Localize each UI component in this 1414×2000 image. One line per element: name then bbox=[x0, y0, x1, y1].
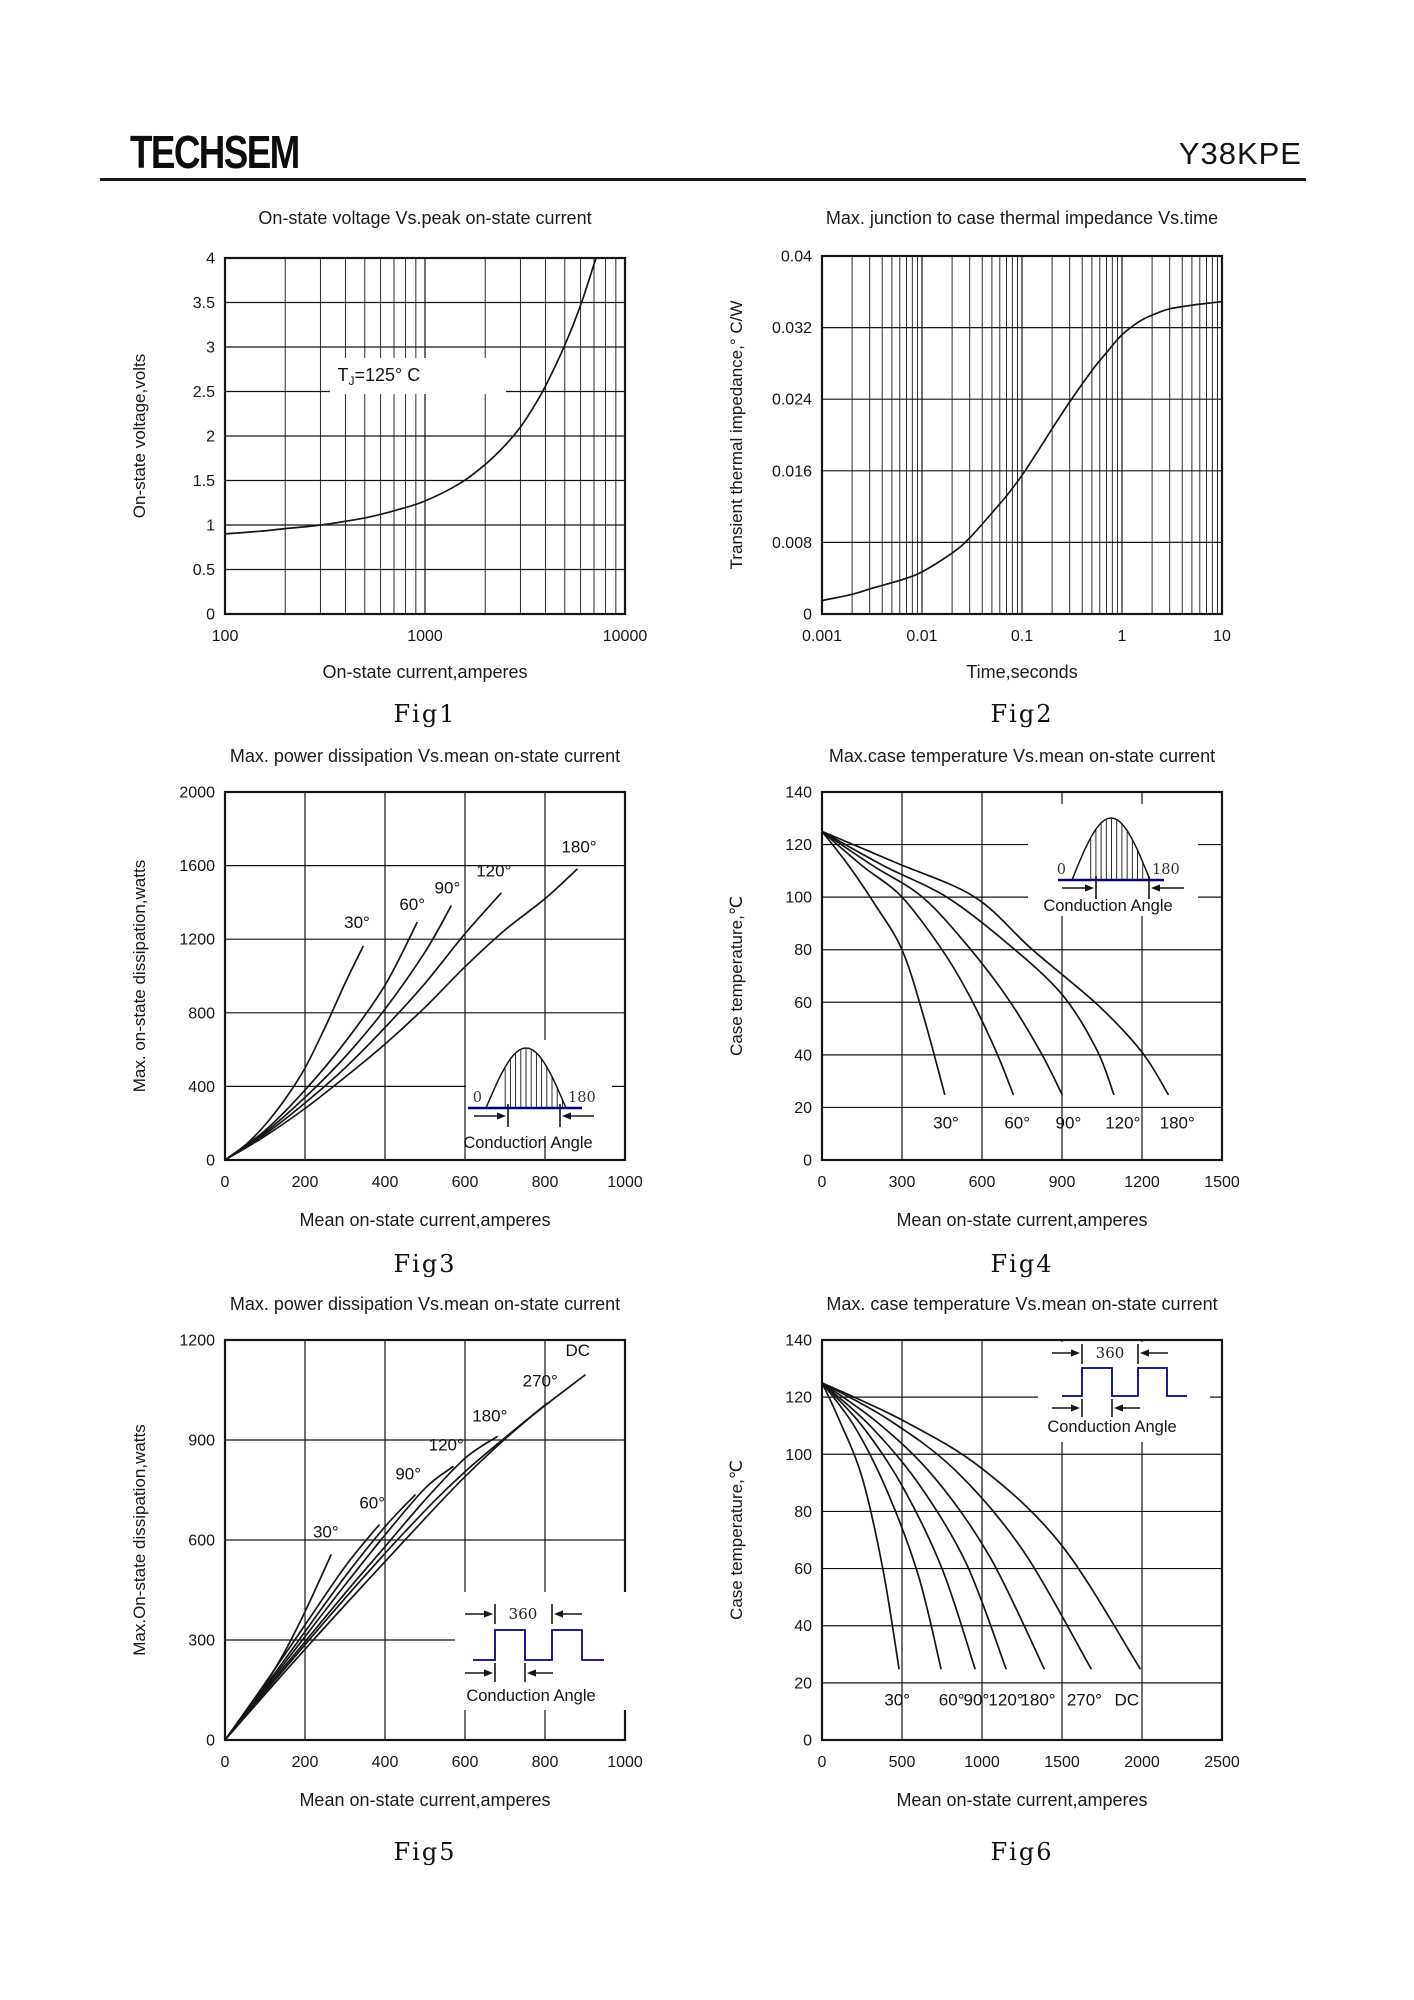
fig5-y-tick: 300 bbox=[188, 1632, 215, 1650]
fig4-x-tick: 900 bbox=[1048, 1174, 1076, 1191]
fig3-label-30deg: 30° bbox=[344, 912, 370, 932]
fig3-xlabel: Mean on-state current,amperes bbox=[299, 1210, 551, 1230]
fig4-caption: Fig4 bbox=[990, 1250, 1054, 1278]
fig3-curve-120deg bbox=[225, 893, 501, 1160]
fig4-label-90deg: 90° bbox=[1055, 1113, 1082, 1133]
inset-angle-start-label: 0 bbox=[1056, 862, 1066, 878]
fig2-y-tick: 0 bbox=[803, 606, 812, 624]
inset-angle-end-label: 180 bbox=[1152, 862, 1180, 878]
fig1-x-tick: 100 bbox=[211, 628, 239, 645]
brand-logo: TECHSEM bbox=[130, 126, 299, 178]
fig4-label-60deg: 60° bbox=[1004, 1113, 1031, 1133]
fig4-x-tick: 1200 bbox=[1124, 1174, 1160, 1191]
fig2-x-tick: 1 bbox=[1117, 628, 1127, 645]
fig3-x-tick: 800 bbox=[531, 1174, 559, 1191]
fig6-y-tick: 40 bbox=[794, 1618, 812, 1636]
fig4-y-tick: 100 bbox=[785, 889, 812, 907]
fig3-x-tick: 200 bbox=[291, 1174, 319, 1191]
fig3-x-tick: 0 bbox=[220, 1174, 230, 1191]
fig4-title: Max.case temperature Vs.mean on-state current bbox=[828, 746, 1216, 766]
fig6-x-tick: 2500 bbox=[1204, 1754, 1240, 1771]
fig3-y-tick: 800 bbox=[188, 1005, 215, 1023]
fig5-label-dc: DC bbox=[565, 1341, 591, 1360]
fig3-y-tick: 2000 bbox=[179, 784, 215, 802]
fig4-x-tick: 0 bbox=[817, 1174, 827, 1191]
inset-angle-end-label: 180 bbox=[568, 1090, 596, 1106]
fig6-y-tick: 80 bbox=[794, 1503, 812, 1521]
fig1-caption: Fig1 bbox=[393, 700, 457, 728]
fig1-chart bbox=[130, 251, 647, 646]
fig5-caption: Fig5 bbox=[393, 1838, 457, 1866]
fig6-y-tick: 100 bbox=[785, 1446, 812, 1464]
fig5-label-180deg: 180° bbox=[472, 1406, 508, 1426]
fig5-y-tick: 900 bbox=[188, 1432, 215, 1450]
fig4-label-180deg: 180° bbox=[1159, 1113, 1195, 1133]
fig6-label-120deg: 120° bbox=[988, 1690, 1024, 1710]
fig6-label-90deg: 90° bbox=[963, 1690, 990, 1710]
fig3-x-tick: 600 bbox=[451, 1174, 479, 1191]
inset-caption: Conduction Angle bbox=[466, 1687, 596, 1705]
fig1-xlabel: On-state current,amperes bbox=[322, 662, 528, 682]
fig3-y-tick: 1200 bbox=[179, 931, 215, 949]
fig6-y-tick: 60 bbox=[794, 1561, 812, 1579]
fig3-curve-90deg bbox=[225, 906, 451, 1160]
fig2-chart bbox=[727, 249, 1231, 646]
fig5-chart bbox=[130, 1333, 643, 1772]
fig5-label-30deg: 30° bbox=[312, 1522, 339, 1542]
fig6-x-tick: 0 bbox=[817, 1754, 827, 1771]
fig4-y-tick: 80 bbox=[794, 942, 812, 960]
fig2-caption: Fig2 bbox=[990, 700, 1054, 728]
fig3-x-tick: 1000 bbox=[607, 1174, 643, 1191]
fig6-label-180deg: 180° bbox=[1020, 1690, 1056, 1710]
fig2-y-tick: 0.008 bbox=[771, 534, 812, 552]
fig3-ylabel: Max. on-state dissipation,watts bbox=[130, 859, 149, 1093]
fig1-y-tick: 3 bbox=[206, 339, 215, 357]
fig3-label-120deg: 120° bbox=[476, 861, 512, 881]
fig6-chart bbox=[727, 1333, 1240, 1772]
fig6-caption: Fig6 bbox=[990, 1838, 1054, 1866]
fig5-label-90deg: 90° bbox=[395, 1464, 422, 1484]
fig2-x-tick: 10 bbox=[1213, 628, 1231, 645]
fig5-x-tick: 200 bbox=[291, 1754, 319, 1771]
fig1-y-tick: 2.5 bbox=[192, 384, 215, 401]
fig6-x-tick: 1500 bbox=[1044, 1754, 1080, 1771]
fig6-y-tick: 140 bbox=[785, 1332, 812, 1350]
fig4-y-tick: 20 bbox=[794, 1099, 812, 1117]
fig2-y-tick: 0.016 bbox=[771, 463, 812, 481]
inset-angle-start-label: 0 bbox=[472, 1090, 482, 1106]
fig1-y-tick: 0 bbox=[206, 606, 215, 624]
fig3-chart bbox=[130, 785, 643, 1192]
fig4-x-tick: 1500 bbox=[1204, 1174, 1240, 1191]
inset-mask bbox=[466, 1040, 612, 1136]
fig3-y-tick: 400 bbox=[188, 1078, 215, 1096]
inset-caption: Conduction Angle bbox=[1047, 1418, 1177, 1436]
fig2-x-tick: 0.01 bbox=[906, 628, 938, 645]
part-number: Y38KPE bbox=[1178, 136, 1302, 171]
fig3-label-90deg: 90° bbox=[434, 878, 461, 898]
fig3-caption: Fig3 bbox=[393, 1250, 457, 1278]
fig2-y-tick: 0.04 bbox=[780, 248, 812, 266]
fig3-y-tick: 0 bbox=[206, 1152, 215, 1170]
fig6-x-tick: 2000 bbox=[1124, 1754, 1160, 1771]
fig4-y-tick: 0 bbox=[803, 1152, 812, 1170]
fig2-y-tick: 0.024 bbox=[771, 391, 812, 409]
fig6-label-60deg: 60° bbox=[938, 1690, 965, 1710]
fig5-label-60deg: 60° bbox=[359, 1493, 386, 1513]
fig1-y-tick: 4 bbox=[206, 250, 215, 268]
fig4-y-tick: 60 bbox=[794, 994, 812, 1012]
fig4-label-30deg: 30° bbox=[933, 1113, 959, 1133]
fig5-x-tick: 600 bbox=[451, 1754, 479, 1771]
fig6-label-dc: DC bbox=[1114, 1690, 1140, 1710]
fig6-y-tick: 20 bbox=[794, 1675, 812, 1693]
fig6-label-30deg: 30° bbox=[884, 1690, 911, 1710]
fig5-xlabel: Mean on-state current,amperes bbox=[299, 1790, 551, 1810]
fig1-y-tick: 1 bbox=[206, 517, 215, 535]
fig5-curve-60deg bbox=[225, 1525, 379, 1740]
fig5-x-tick: 0 bbox=[220, 1754, 230, 1771]
fig2-x-tick: 0.001 bbox=[801, 628, 843, 645]
fig1-x-tick: 10000 bbox=[602, 628, 648, 645]
fig5-ylabel: Max.On-state dissipation,watts bbox=[130, 1424, 149, 1656]
fig4-xlabel: Mean on-state current,amperes bbox=[896, 1210, 1148, 1230]
fig4-x-tick: 300 bbox=[888, 1174, 916, 1191]
fig3-y-tick: 1600 bbox=[179, 858, 215, 876]
fig5-y-tick: 1200 bbox=[179, 1332, 215, 1350]
fig2-y-tick: 0.032 bbox=[771, 320, 812, 338]
fig5-title: Max. power dissipation Vs.mean on-state current bbox=[229, 1294, 621, 1314]
fig3-x-tick: 400 bbox=[371, 1174, 399, 1191]
fig6-ylabel: Case temperature,℃ bbox=[727, 1460, 746, 1620]
inset-period-label: 360 bbox=[1095, 1344, 1125, 1362]
fig5-curve-30deg bbox=[225, 1555, 331, 1740]
fig5-y-tick: 0 bbox=[206, 1732, 215, 1750]
fig2-title: Max. junction to case thermal impedance Vs.time bbox=[825, 208, 1219, 228]
fig6-x-tick: 1000 bbox=[964, 1754, 1000, 1771]
fig1-y-tick: 0.5 bbox=[192, 562, 215, 579]
inset-caption: Conduction Angle bbox=[463, 1134, 593, 1152]
fig6-x-tick: 500 bbox=[888, 1754, 916, 1771]
fig6-y-tick: 0 bbox=[803, 1732, 812, 1750]
fig5-x-tick: 800 bbox=[531, 1754, 559, 1771]
fig1-y-tick: 3.5 bbox=[192, 295, 215, 312]
fig6-xlabel: Mean on-state current,amperes bbox=[896, 1790, 1148, 1810]
fig1-y-tick: 2 bbox=[206, 428, 215, 446]
fig5-label-120deg: 120° bbox=[428, 1435, 464, 1455]
fig3-label-180deg: 180° bbox=[561, 837, 597, 857]
fig4-y-tick: 120 bbox=[785, 837, 812, 855]
fig3-curve-30deg bbox=[225, 947, 363, 1160]
fig5-x-tick: 1000 bbox=[607, 1754, 643, 1771]
fig1-annotation: $T_J=125^\circ$ C bbox=[337, 364, 421, 388]
inset-period-label: 360 bbox=[508, 1605, 538, 1623]
fig4-y-tick: 140 bbox=[785, 784, 812, 802]
fig5-label-270deg: 270° bbox=[522, 1371, 558, 1391]
fig3-label-60deg: 60° bbox=[399, 894, 426, 914]
fig2-x-tick: 0.1 bbox=[1010, 628, 1034, 645]
fig1-title: On-state voltage Vs.peak on-state current bbox=[258, 208, 592, 228]
fig4-x-tick: 600 bbox=[968, 1174, 996, 1191]
fig3-title: Max. power dissipation Vs.mean on-state current bbox=[229, 746, 621, 766]
fig2-ylabel: Transient thermal impedance,° C/W bbox=[727, 300, 746, 570]
fig1-ylabel: On-state voltage,volts bbox=[130, 353, 149, 519]
fig1-y-tick: 1.5 bbox=[192, 473, 215, 490]
fig5-y-tick: 600 bbox=[188, 1532, 215, 1550]
fig6-title: Max. case temperature Vs.mean on-state current bbox=[826, 1294, 1218, 1314]
fig4-ylabel: Case temperature,℃ bbox=[727, 896, 746, 1056]
fig1-x-tick: 1000 bbox=[407, 628, 443, 645]
fig6-label-270deg: 270° bbox=[1066, 1690, 1102, 1710]
fig4-chart bbox=[727, 785, 1240, 1192]
inset-caption: Conduction Angle bbox=[1043, 897, 1173, 915]
fig2-xlabel: Time,seconds bbox=[966, 662, 1078, 682]
fig5-x-tick: 400 bbox=[371, 1754, 399, 1771]
fig6-y-tick: 120 bbox=[785, 1389, 812, 1407]
fig1-curve-vt-curve bbox=[225, 258, 597, 534]
fig4-y-tick: 40 bbox=[794, 1047, 812, 1065]
fig4-label-120deg: 120° bbox=[1105, 1113, 1141, 1133]
